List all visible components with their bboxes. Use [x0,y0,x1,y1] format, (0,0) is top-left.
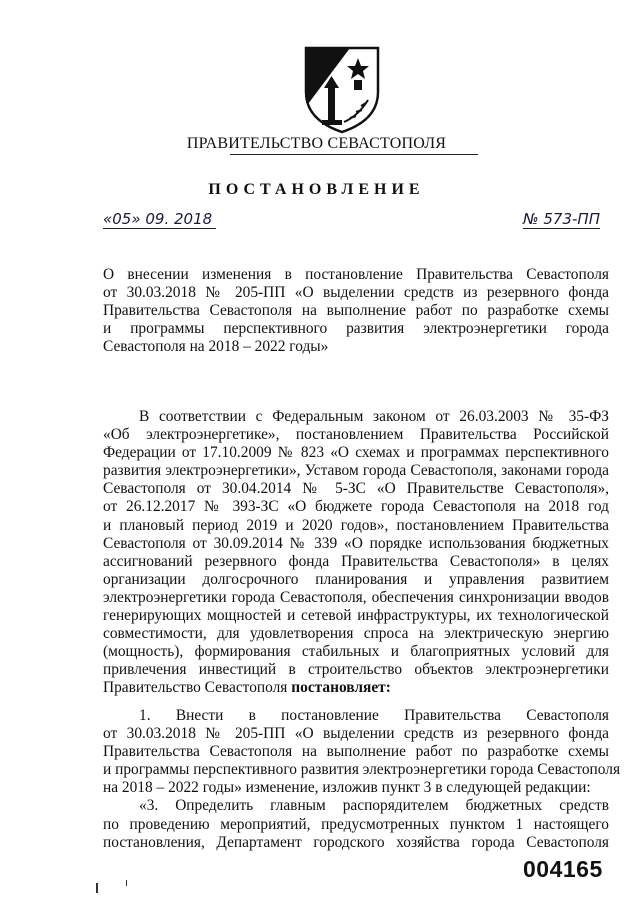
subject-paragraph [103,266,609,356]
government-name: ПРАВИТЕЛЬСТВО СЕВАСТОПОЛЯ [186,135,447,152]
preamble-line: развития электроэнергетики», Уставом города Севастополя, законами города [103,462,609,480]
resolves-keyword: постановляет: [291,679,391,697]
subject-line: Правительства Севастополя на выполнение работ по разработке схемы [103,302,609,320]
preamble-line: В соответствии с Федеральным законом от 26.03.2003 № 35-ФЗ [139,408,609,425]
item-line: постановления, Департамент городского хозяйства города Севастополя [103,833,609,851]
preamble-line: и плановый период 2019 и 2020 годов», постановлением Правительства [103,516,609,534]
preamble-line: совместимости, для удовлетворения спроса на электрическую энергию [103,625,609,643]
preamble-line: от 26.12.2017 № 393-ЗС «О бюджете города Севастополя на 2018 год [103,498,609,516]
preamble-line: ассигнований резервного фонда Правительства Севастополя» в целях [103,552,609,570]
item-1-paragraph [103,707,621,852]
item-line: на 2018 – 2022 годы» изменение, изложив пункт 3 в следующей редакции: [103,779,591,797]
sevastopol-coat-of-arms-emblem [298,42,386,134]
subject-line: Севастополя на 2018 – 2022 годы» [103,338,329,356]
preamble-paragraph [103,408,609,698]
preamble-line: Севастополя от 30.09.2014 № 339 «О порядке использования бюджетных [103,534,609,552]
subject-line: от 30.03.2018 № 205-ПП «О выделении средств из резервного фонда [103,284,609,302]
preamble-line: организации долгосрочного планирования и управления развитием [103,570,609,588]
preamble-final-line [103,679,609,697]
preamble-line: «Об электроэнергетике», постановлением Правительства Российской [103,426,609,444]
document-number: № 573-ПП [523,210,600,228]
scan-mark [126,880,127,886]
item-line: и программы перспективного развития электроэнергетики города Севастополя [103,761,621,779]
subject-line: О внесении изменения в постановление Правительства Севастополя [103,266,609,283]
preamble-line: (мощность), формирования стабильных и благоприятных условий для [103,643,609,661]
preamble-line: Севастополя от 30.04.2014 № 5-ЗС «О Правительстве Севастополя», [103,480,609,498]
document-date: «05» 09. 2018 [103,210,216,229]
item-line: «3. Определить главным распорядителем бюджетных средств [139,797,609,815]
item-line: от 30.03.2018 № 205-ПП «О выделении средств из резервного фонда [103,725,609,743]
scan-mark [96,883,98,893]
item-line: Правительства Севастополя на выполнение работ по разработке схемы [103,743,609,761]
document-serial-number: 004165 [523,856,603,882]
preamble-line: генерирующих мощностей и сетевой инфраструктуры, их технологической [103,607,609,625]
item-line: по проведению мероприятий, предусмотренных пунктом 1 настоящего [103,815,609,833]
preamble-final-text: Правительство Севастополя [103,679,288,697]
item-line: 1. Внести в постановление Правительства Севастополя [139,707,609,724]
header-underline [230,154,478,155]
preamble-line: Федерации от 17.10.2009 № 823 «О схемах и программах перспективного [103,444,609,462]
preamble-line: электроэнергетики города Севастополя, обеспечения синхронизации вводов [103,588,609,606]
document-type-title: ПОСТАНОВЛЕНИЕ [208,181,425,198]
subject-line: и программы перспективного развития электроэнергетики города [103,320,609,338]
preamble-line: привлечения инвестиций в строительство объектов электроэнергетики [103,661,609,679]
